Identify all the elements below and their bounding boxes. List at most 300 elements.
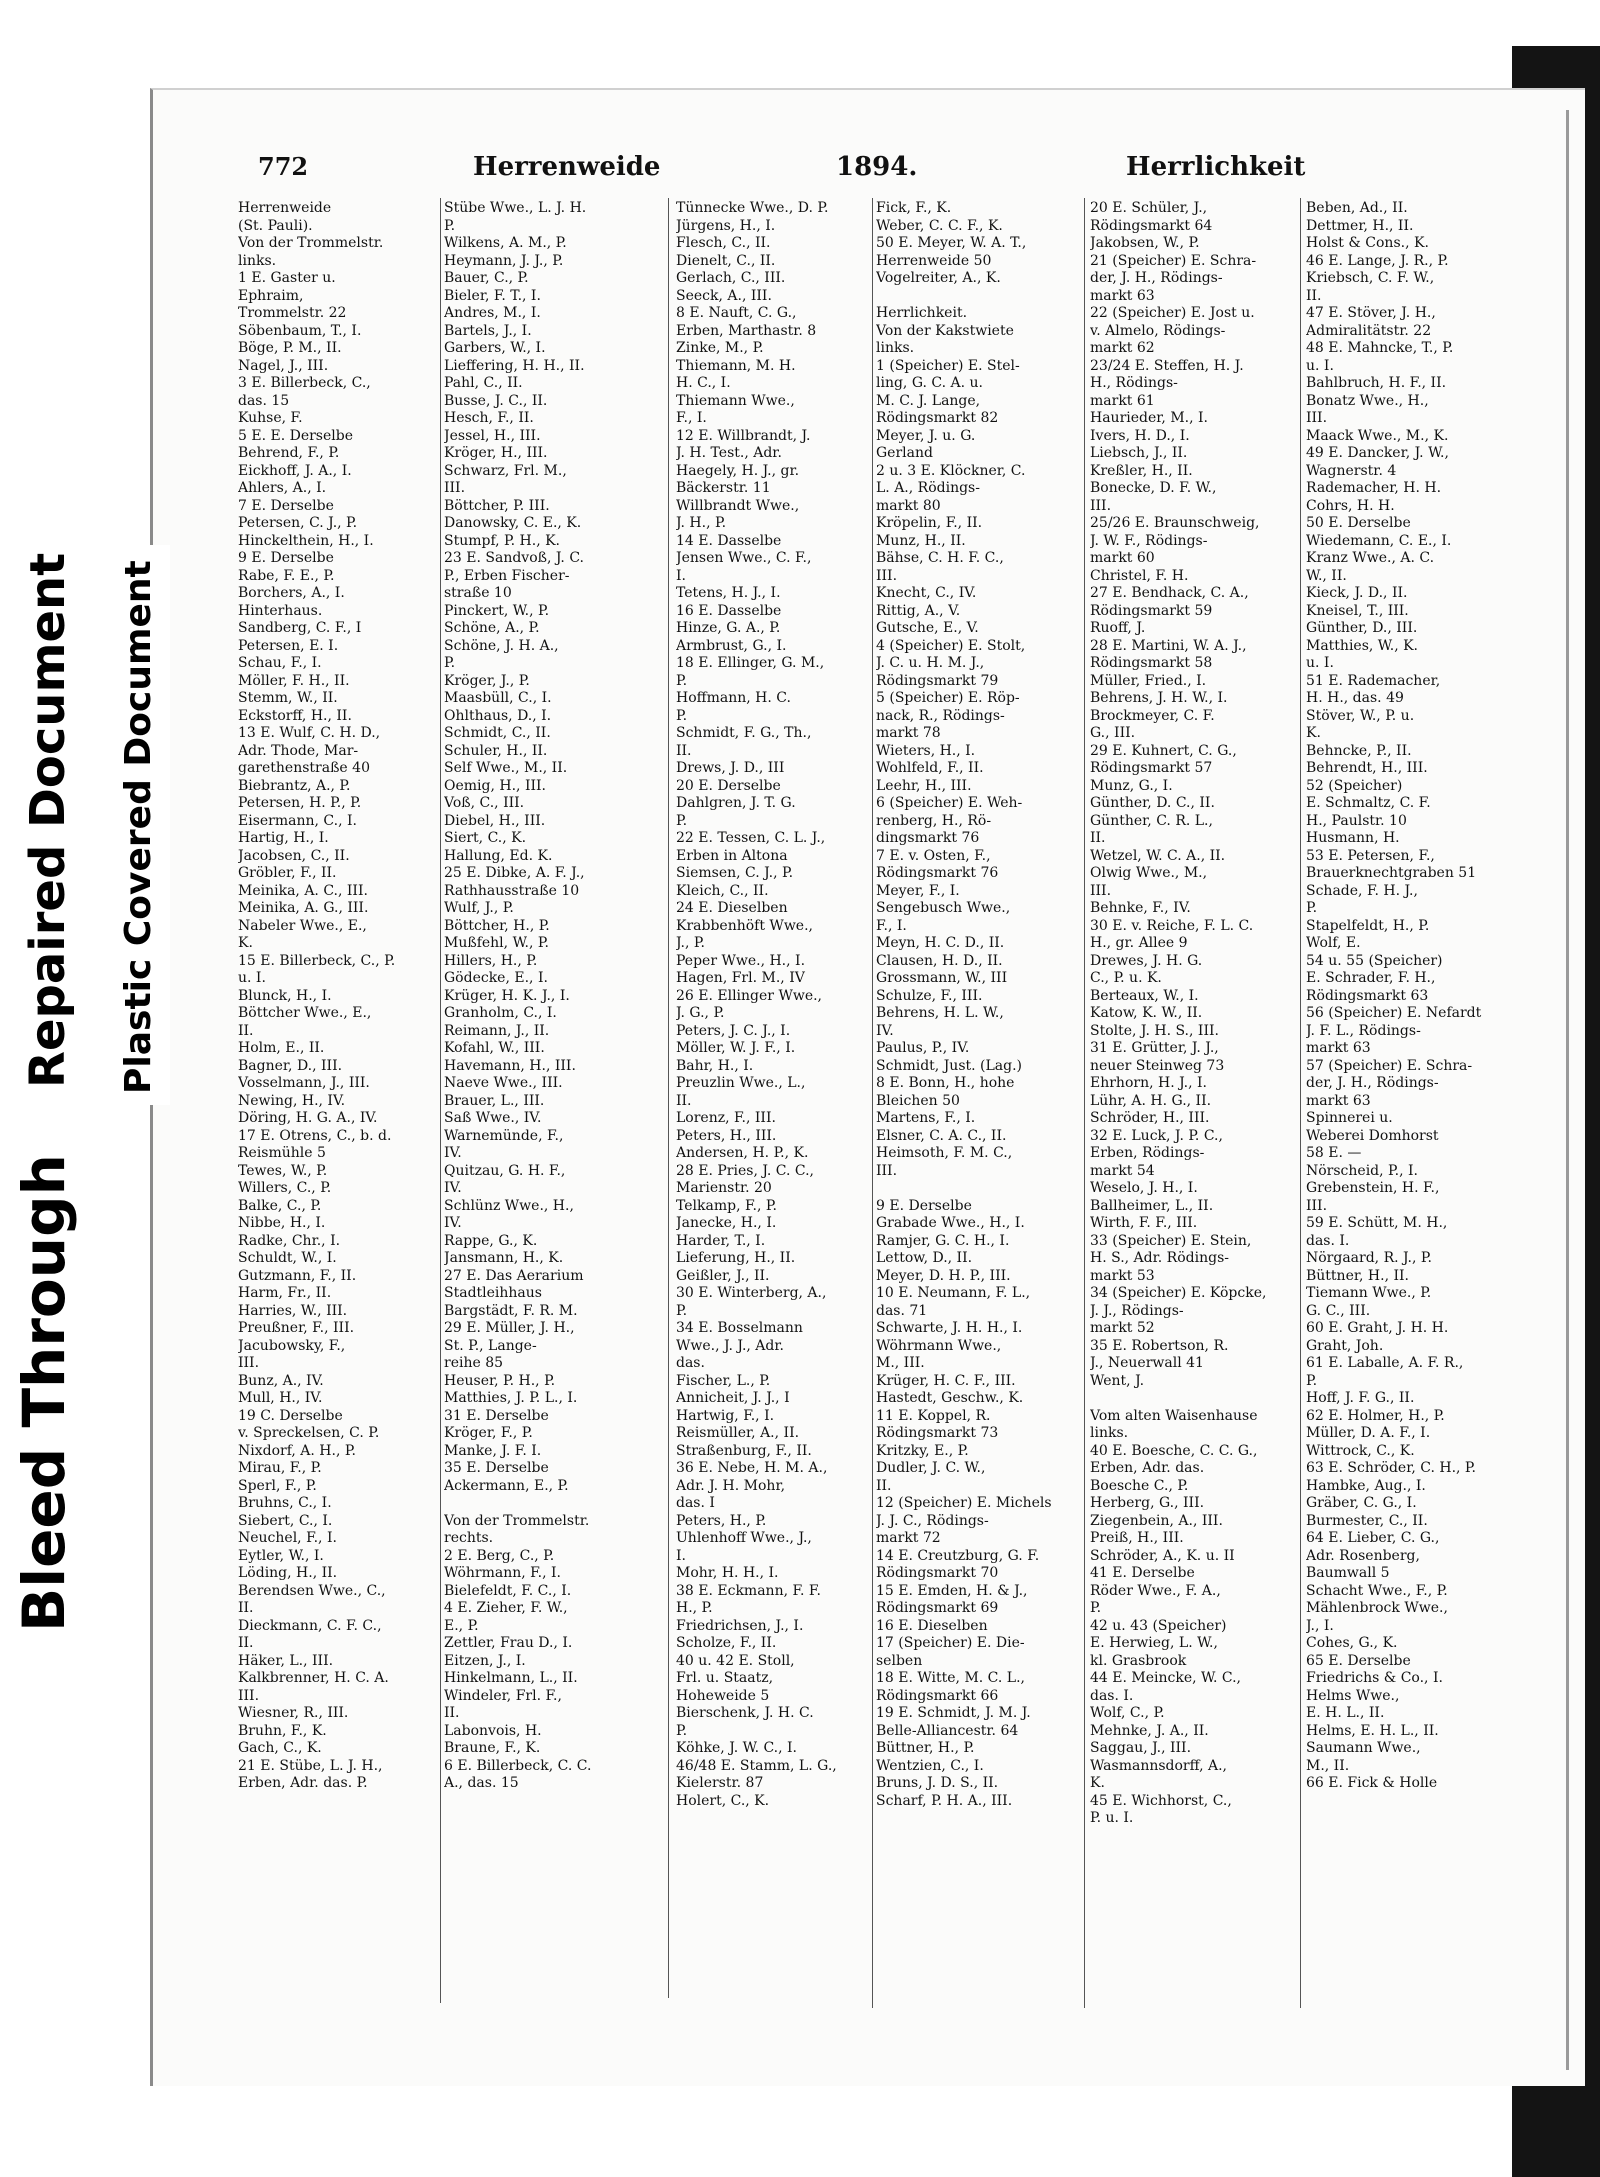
directory-entry-line: J. J. C., Rödings-	[876, 1512, 989, 1529]
directory-entry-line: Lieferung, H., II.	[676, 1250, 796, 1266]
directory-entry-line: Eisermann, C., I.	[238, 812, 357, 829]
directory-entry-line: Hoffmann, H. C.	[676, 690, 791, 706]
directory-entry-line: Knecht, C., IV.	[876, 585, 977, 601]
directory-entry-line: v. Almelo, Rödings-	[1090, 322, 1226, 339]
directory-entry-line: Rathhausstraße 10	[444, 882, 580, 899]
directory-entry-line: markt 80	[876, 497, 941, 514]
directory-entry-line: Wöhrmann Wwe.,	[876, 1337, 1002, 1354]
directory-entry-line: J. H., P.	[676, 515, 727, 531]
directory-entry-line: Kreßler, H., II.	[1090, 462, 1193, 479]
directory-entry-line: W., II.	[1306, 567, 1347, 584]
directory-entry-line: Stolte, J. H. S., III.	[1090, 1022, 1219, 1039]
year: 1894.	[836, 152, 918, 182]
directory-entry-line: Diebel, H., III.	[444, 812, 546, 829]
directory-entry-line: Cohes, G., K.	[1306, 1635, 1398, 1651]
directory-entry-line: Peters, H., P.	[676, 1512, 767, 1529]
directory-entry-line: M., II.	[1306, 1757, 1350, 1774]
directory-entry-line: Danowsky, C. E., K.	[444, 515, 582, 531]
directory-entry-line: Kuhse, F.	[238, 410, 303, 426]
directory-entry-line: Wiedemann, C. E., I.	[1306, 532, 1452, 549]
directory-entry-line: 7 E. v. Osten, F.,	[876, 847, 991, 864]
directory-entry-line: garethenstraße 40	[238, 760, 370, 776]
directory-entry-line: Krüger, H. K. J., I.	[444, 987, 570, 1004]
directory-entry-line: Kneisel, T., III.	[1306, 602, 1409, 619]
directory-entry-line: J. J., Rödings-	[1090, 1302, 1184, 1319]
directory-entry-line: 61 E. Laballe, A. F. R.,	[1306, 1355, 1464, 1371]
directory-entry-line: Scharf, P. H. A., III.	[876, 1792, 1013, 1809]
directory-entry-line: 47 E. Stöver, J. H.,	[1306, 305, 1436, 321]
directory-entry-line: Hartig, H., I.	[238, 830, 329, 846]
directory-entry-line: Bruhn, F., K.	[238, 1722, 327, 1739]
directory-entry-line: Drews, J. D., III	[676, 760, 785, 776]
directory-entry-line: Nagel, J., III.	[238, 357, 329, 374]
directory-entry-line: Jacobsen, C., II.	[238, 847, 350, 864]
directory-entry-line: H. H., das. 49	[1306, 690, 1404, 706]
directory-entry-line: St. P., Lange-	[444, 1337, 537, 1354]
directory-entry-line: Wiesner, R., III.	[238, 1705, 349, 1721]
directory-entry-line: Meyer, F., I.	[876, 882, 960, 899]
directory-entry-line: Matthies, W., K.	[1306, 637, 1418, 654]
directory-entry-line: 6 (Speicher) E. Weh-	[876, 795, 1023, 811]
directory-entry-line: Eckstorff, H., II.	[238, 707, 352, 724]
directory-entry-line: Dettmer, H., II.	[1306, 217, 1414, 234]
directory-entry-line: Bonatz Wwe., H.,	[1306, 392, 1429, 409]
directory-entry-line: Husmann, H.	[1306, 830, 1400, 846]
directory-entry-line: Erben, Adr. das. P.	[238, 1775, 368, 1791]
directory-entry-line: Schwarte, J. H. H., I.	[876, 1320, 1023, 1336]
directory-entry-line: Weselo, J. H., I.	[1090, 1180, 1198, 1196]
directory-entry-line: Marienstr. 20	[676, 1180, 772, 1196]
directory-entry-line: Bauer, C., P.	[444, 270, 529, 286]
directory-entry-line: Schade, F. H. J.,	[1306, 882, 1418, 899]
directory-entry-line: 11 E. Koppel, R.	[876, 1407, 991, 1424]
directory-entry-line: Tetens, H. J., I.	[676, 585, 781, 601]
directory-entry-line: Kröger, F., P.	[444, 1425, 533, 1441]
directory-entry-line: Garbers, W., I.	[444, 340, 546, 356]
directory-entry-line: Tewes, W., P.	[238, 1162, 328, 1179]
directory-entry-line: J., P.	[676, 935, 705, 951]
directory-entry-line: Schröder, H., III.	[1090, 1110, 1210, 1126]
directory-entry-line: 38 E. Eckmann, F. F.	[676, 1582, 821, 1599]
directory-entry-line: Bähse, C. H. F. C.,	[876, 550, 1004, 566]
directory-entry-line: 36 E. Nebe, H. M. A.,	[676, 1460, 828, 1476]
directory-entry-line: links.	[238, 252, 277, 269]
directory-entry-line: 27 E. Bendhack, C. A.,	[1090, 585, 1249, 601]
directory-entry-line: H. C., I.	[676, 375, 731, 391]
directory-entry-line: markt 63	[1306, 1092, 1371, 1109]
directory-entry-line: Herrenweide	[238, 200, 332, 216]
directory-entry-line: Wetzel, W. C. A., II.	[1090, 847, 1226, 864]
directory-entry-line: Munz, G., I.	[1090, 777, 1173, 794]
directory-entry-line: 17 E. Otrens, C., b. d.	[238, 1127, 392, 1144]
directory-entry-line: IV.	[444, 1180, 462, 1196]
directory-entry-line: Günther, D., III.	[1306, 620, 1418, 636]
directory-entry-line: P.	[1306, 1372, 1318, 1389]
directory-entry-line: dingsmarkt 76	[876, 830, 980, 846]
directory-entry-line: 13 E. Wulf, C. H. D.,	[238, 725, 381, 741]
directory-entry-line: Maack Wwe., M., K.	[1306, 427, 1449, 444]
directory-entry-line: Granholm, C., I.	[444, 1005, 557, 1021]
directory-entry-line: u. I.	[1306, 357, 1334, 374]
directory-entry-line: Herberg, G., III.	[1090, 1495, 1205, 1511]
directory-entry-line: Reismüller, A., II.	[676, 1425, 800, 1441]
directory-entry-line: Herrlichkeit.	[876, 305, 968, 321]
directory-entry-line: Manke, J. F. I.	[444, 1442, 542, 1459]
directory-entry-line: u. I.	[1306, 655, 1334, 671]
directory-entry-line: 23/24 E. Steffen, H. J.	[1090, 357, 1244, 374]
directory-entry-line: Mehnke, J. A., II.	[1090, 1722, 1209, 1739]
directory-entry-line: Wwe., J. J., Adr.	[676, 1337, 784, 1354]
directory-entry-line: 2 E. Berg, C., P.	[444, 1547, 555, 1564]
directory-entry-line: Petersen, H. P., P.	[238, 795, 362, 811]
directory-entry-line: Hambke, Aug., I.	[1306, 1477, 1426, 1494]
directory-entry-line: 15 E. Emden, H. & J.,	[876, 1582, 1028, 1599]
directory-entry-line: Olwig Wwe., M.,	[1090, 865, 1208, 881]
directory-entry-line	[876, 1180, 1072, 1198]
directory-entry-line: 1 (Speicher) E. Stel-	[876, 357, 1020, 374]
plastic-covered-label: Plastic Covered Document	[118, 560, 159, 1094]
directory-entry-line: markt 72	[876, 1530, 941, 1546]
column-rule	[872, 198, 873, 2008]
directory-entry-line: Petersen, E. I.	[238, 637, 339, 654]
directory-entry-line: 31 E. Derselbe	[444, 1407, 549, 1424]
directory-entry-line: Wolf, E.	[1306, 935, 1361, 951]
directory-entry-line: Behrens, H. L. W.,	[876, 1005, 1004, 1021]
directory-entry-line: Hartwig, F., I.	[676, 1407, 775, 1424]
directory-entry-line: II.	[1306, 287, 1322, 304]
directory-entry-line: Sengebusch Wwe.,	[876, 900, 1011, 916]
directory-entry-line: Wolf, C., P.	[1090, 1705, 1165, 1721]
directory-entry-line: Herrenweide 50	[876, 252, 992, 269]
directory-entry-line: Helms Wwe.,	[1306, 1687, 1400, 1704]
directory-entry-line: Adr. Thode, Mar-	[238, 742, 359, 759]
directory-entry-line: 14 E. Creutzburg, G. F.	[876, 1547, 1040, 1564]
directory-entry-line: 6 E. Billerbeck, C. C.	[444, 1757, 592, 1774]
directory-entry-line: Bargstädt, F. R. M.	[444, 1302, 578, 1319]
directory-entry-line: Nibbe, H., I.	[238, 1215, 326, 1231]
bleed-through-label: Bleed Through	[10, 1154, 78, 1632]
directory-entry-line: Helms, E. H. L., II.	[1306, 1722, 1439, 1739]
directory-entry-line: straße 10	[444, 585, 512, 601]
directory-entry-line: 57 (Speicher) E. Schra-	[1306, 1057, 1473, 1074]
directory-entry-line: Rödingsmarkt 57	[1090, 760, 1213, 776]
directory-entry-line: Matthies, J. P. L., I.	[444, 1390, 578, 1406]
directory-entry-line: Geißler, J., II.	[676, 1267, 770, 1284]
directory-entry-line: Schöne, A., P.	[444, 620, 540, 636]
directory-entry-line: III.	[1090, 882, 1112, 899]
directory-entry-line: Rödingsmarkt 64	[1090, 217, 1213, 234]
directory-entry-line: Harm, Fr., II.	[238, 1285, 332, 1301]
directory-entry-line: Bieler, F. T., I.	[444, 287, 541, 304]
directory-entry-line: Harries, W., III.	[238, 1302, 348, 1319]
directory-entry-line: Ahlers, A., I.	[238, 480, 327, 496]
directory-entry-line: 60 E. Graht, J. H. H.	[1306, 1320, 1449, 1336]
directory-entry-line: Jürgens, H., I.	[676, 217, 776, 234]
directory-entry-line: Krüger, H. C. F., III.	[876, 1372, 1016, 1389]
directory-entry-line: Schuler, H., II.	[444, 742, 548, 759]
directory-entry-line: Wieters, H., I.	[876, 742, 976, 759]
directory-entry-line: Armbrust, G., I.	[676, 637, 787, 654]
directory-entry-line: Kröger, J., P.	[444, 672, 530, 689]
directory-entry-line: Andres, M., I.	[444, 305, 541, 321]
directory-entry-line: P.	[1090, 1600, 1102, 1616]
directory-entry-line: 49 E. Dancker, J. W.,	[1306, 445, 1449, 461]
directory-entry-line: II.	[676, 1092, 692, 1109]
directory-entry-line: Kröpelin, F., II.	[876, 515, 983, 531]
directory-entry-line: Sandberg, C. F., I	[238, 620, 362, 636]
directory-entry-line: Wentzien, C., I.	[876, 1757, 984, 1774]
directory-entry-line: 16 E. Dieselben	[876, 1617, 988, 1634]
directory-entry-line: 3 E. Billerbeck, C.,	[238, 375, 371, 391]
directory-entry-line: Kröger, H., III.	[444, 445, 548, 461]
directory-entry-line: Flesch, C., II.	[676, 235, 771, 251]
directory-entry-line: Braune, F., K.	[444, 1740, 541, 1756]
directory-entry-line: A., das. 15	[444, 1775, 519, 1791]
directory-entry-line: K.	[1090, 1775, 1105, 1791]
directory-entry-line: Kielerstr. 87	[676, 1775, 764, 1791]
directory-entry-line: Friedrichs & Co., I.	[1306, 1670, 1443, 1686]
directory-entry-line: Dudler, J. C. W.,	[876, 1460, 986, 1476]
directory-entry-line: Krabbenhöft Wwe.,	[676, 917, 813, 934]
directory-entry-line: renberg, H., Rö-	[876, 812, 992, 829]
directory-entry-line: Preußner, F., III.	[238, 1320, 355, 1336]
directory-entry-line: Fischer, L., P.	[676, 1372, 771, 1389]
directory-entry-line: Schuldt, W., I.	[238, 1250, 337, 1266]
directory-entry-line: Haegely, H. J., gr.	[676, 462, 800, 479]
directory-entry-line: Kritzky, E., P.	[876, 1442, 969, 1459]
directory-entry-line: 4 (Speicher) E. Stolt,	[876, 637, 1026, 654]
directory-entry-line: Biebrantz, A., P.	[238, 777, 351, 794]
directory-entry-line: 20 E. Schüler, J.,	[1090, 200, 1208, 216]
directory-entry-line: Bartels, J., I.	[444, 322, 532, 339]
directory-entry-line: Adr. Rosenberg,	[1306, 1547, 1420, 1564]
directory-entry-line: Holert, C., K.	[676, 1792, 770, 1809]
directory-entry-line: Went, J.	[1090, 1372, 1145, 1389]
directory-entry-line: Böttcher Wwe., E.,	[238, 1005, 372, 1021]
directory-entry-line: Schwarz, Frl. M.,	[444, 462, 567, 479]
directory-entry-line: 19 C. Derselbe	[238, 1407, 343, 1424]
directory-entry-line: Kriebsch, C. F. W.,	[1306, 270, 1435, 286]
directory-entry-line: Stadtleihhaus	[444, 1285, 542, 1301]
directory-entry-line: I.	[676, 1547, 686, 1564]
directory-entry-line: II.	[876, 1477, 892, 1494]
directory-entry-line: markt 60	[1090, 550, 1155, 566]
directory-entry-line: Saß Wwe., IV.	[444, 1110, 542, 1126]
directory-entry-line: Stemm, W., II.	[238, 690, 338, 706]
directory-entry-line: H., P.	[676, 1600, 713, 1616]
directory-entry-line: neuer Steinweg 73	[1090, 1057, 1225, 1074]
directory-entry-line: Balke, C., P.	[238, 1197, 322, 1214]
directory-entry-line: 15 E. Billerbeck, C., P.	[238, 952, 396, 969]
directory-entry-line: IV.	[876, 1022, 894, 1039]
directory-entry-line: der, J. H., Rödings-	[1090, 270, 1223, 286]
directory-entry-line: Rödingsmarkt 69	[876, 1600, 999, 1616]
directory-entry-line: Heymann, J. J., P.	[444, 252, 564, 269]
directory-entry-line: Bäckerstr. 11	[676, 480, 771, 496]
directory-entry-line: Eytler, W., I.	[238, 1547, 324, 1564]
directory-entry-line: L. A., Rödings-	[876, 480, 980, 496]
directory-entry-line: Hallung, Ed. K.	[444, 847, 553, 864]
directory-entry-line: markt 78	[876, 725, 941, 741]
directory-entry-line: Berteaux, W., I.	[1090, 987, 1199, 1004]
directory-entry-line: Erben, Adr. das.	[1090, 1460, 1205, 1476]
directory-entry-line: Schacht Wwe., F., P.	[1306, 1582, 1448, 1599]
page-edge	[1566, 110, 1569, 2070]
directory-entry-line: Uhlenhoff Wwe., J.,	[676, 1530, 812, 1546]
directory-entry-line: 51 E. Rademacher,	[1306, 672, 1441, 689]
directory-entry-line: Gerland	[876, 445, 933, 461]
directory-entry-line: Brockmeyer, C. F.	[1090, 707, 1215, 724]
directory-entry-line: 25 E. Dibke, A. F. J.,	[444, 865, 585, 881]
directory-entry-line: Reismühle 5	[238, 1145, 326, 1161]
directory-entry-line: Rabe, F. E., P.	[238, 567, 335, 584]
directory-entry-line: 19 E. Schmidt, J. M. J.	[876, 1705, 1031, 1721]
directory-entry-line: u. I.	[238, 970, 266, 986]
directory-entry-line: P., Erben Fischer-	[444, 567, 570, 584]
directory-entry-line: 26 E. Ellinger Wwe.,	[676, 987, 823, 1004]
directory-entry-line: Wasmannsdorff, A.,	[1090, 1757, 1227, 1774]
column-rule	[1084, 198, 1085, 2008]
directory-entry-line: Bleichen 50	[876, 1092, 960, 1109]
directory-entry-line: Quitzau, G. H. F.,	[444, 1162, 566, 1179]
directory-entry-line: Stumpf, P. H., K.	[444, 532, 561, 549]
directory-entry-line: Fick, F., K.	[876, 200, 952, 216]
directory-entry-line: ling, G. C. A. u.	[876, 375, 984, 391]
directory-entry-line: 4 E. Zieher, F. W.,	[444, 1600, 568, 1616]
directory-entry-line: Rödingsmarkt 76	[876, 865, 999, 881]
directory-entry-line: Jakobsen, W., P.	[1090, 235, 1200, 251]
directory-entry-line: Burmester, C., II.	[1306, 1512, 1428, 1529]
directory-entry-line: Dahlgren, J. T. G.	[676, 795, 796, 811]
directory-entry-line: Behrendt, H., III.	[1306, 760, 1428, 776]
directory-entry-line: 30 E. Winterberg, A.,	[676, 1285, 827, 1301]
directory-entry-line: Graht, Joh.	[1306, 1337, 1384, 1354]
directory-entry-line: das. I.	[1306, 1232, 1350, 1249]
directory-entry-line: 2 u. 3 E. Klöckner, C.	[876, 462, 1026, 479]
directory-entry-line: rechts.	[444, 1530, 494, 1546]
directory-entry-line: III.	[876, 567, 898, 584]
directory-entry-line: 42 u. 43 (Speicher)	[1090, 1617, 1227, 1634]
directory-entry-line: 59 E. Schütt, M. H.,	[1306, 1215, 1448, 1231]
directory-entry-line: 50 E. Derselbe	[1306, 515, 1411, 531]
directory-entry-line: III.	[876, 1162, 898, 1179]
directory-entry-line: Böge, P. M., II.	[238, 340, 342, 356]
directory-entry-line: Heimsoth, F. M. C.,	[876, 1145, 1013, 1161]
directory-entry-line: Frl. u. Staatz,	[676, 1670, 774, 1686]
directory-entry-line: Self Wwe., M., II.	[444, 760, 568, 776]
directory-entry-line: Clausen, H. D., II.	[876, 952, 1003, 969]
directory-entry-line: Köhke, J. W. C., I.	[676, 1740, 798, 1756]
directory-entry-line: 64 E. Lieber, C. G.,	[1306, 1530, 1440, 1546]
directory-entry-line: markt 62	[1090, 340, 1155, 356]
directory-entry-line: 22 (Speicher) E. Jost u.	[1090, 305, 1255, 321]
directory-entry-line: das. 71	[876, 1302, 928, 1319]
directory-entry-line: Siemsen, C. J., P.	[676, 865, 794, 881]
directory-entry-line: Gach, C., K.	[238, 1740, 322, 1756]
directory-entry-line: P. u. I.	[1090, 1810, 1134, 1826]
directory-entry-line: 16 E. Dasselbe	[676, 602, 782, 619]
directory-entry-line: F., I.	[676, 410, 707, 426]
directory-entry-line: 5 (Speicher) E. Röp-	[876, 690, 1020, 706]
directory-entry-line: 28 E. Pries, J. C. C.,	[676, 1162, 814, 1179]
directory-entry-line: 18 E. Witte, M. C. L.,	[876, 1670, 1025, 1686]
directory-entry-line: 22 E. Tessen, C. L. J.,	[676, 830, 826, 846]
directory-entry-line: E. Schmaltz, C. F.	[1306, 795, 1431, 811]
directory-entry-line: Gutsche, E., V.	[876, 620, 979, 636]
directory-entry-line: 56 (Speicher) E. Nefardt	[1306, 1005, 1482, 1021]
directory-entry-line: Grabade Wwe., H., I.	[876, 1215, 1025, 1231]
directory-entry-line: Söbenbaum, T., I.	[238, 322, 362, 339]
directory-entry-line: 54 u. 55 (Speicher)	[1306, 952, 1443, 969]
directory-entry-line: Ramjer, G. C. H., I.	[876, 1232, 1010, 1249]
directory-entry-line: II.	[676, 742, 692, 759]
directory-entry-line: Bunz, A., IV.	[238, 1372, 324, 1389]
directory-entry-line: J. H. Test., Adr.	[676, 445, 782, 461]
directory-entry-line: Ehrhorn, H. J., I.	[1090, 1075, 1207, 1091]
directory-entry-line: 34 E. Bosselmann	[676, 1320, 803, 1336]
directory-entry-line: 41 E. Derselbe	[1090, 1565, 1195, 1581]
directory-entry-line: Möller, W. J. F., I.	[676, 1040, 796, 1056]
directory-entry-line: Preuzlin Wwe., L.,	[676, 1075, 806, 1091]
directory-entry-line: Bahlbruch, H. F., II.	[1306, 375, 1447, 391]
directory-entry-line: Mußfehl, W., P.	[444, 935, 549, 951]
directory-entry-line: Neuchel, F., I.	[238, 1530, 337, 1546]
directory-entry-line: P.	[676, 812, 688, 829]
directory-entry-line: 17 (Speicher) E. Die-	[876, 1635, 1025, 1651]
directory-entry-line: Weberei Domhorst	[1306, 1127, 1439, 1144]
directory-entry-line: Willbrandt Wwe.,	[676, 497, 800, 514]
directory-entry-line: 27 E. Das Aerarium	[444, 1267, 584, 1284]
directory-entry-line: 40 E. Boesche, C. C. G.,	[1090, 1442, 1258, 1459]
directory-entry-line: III.	[1306, 410, 1328, 426]
directory-entry-line: selben	[876, 1652, 923, 1669]
page-number: 772	[258, 152, 309, 181]
directory-entry-line: II.	[1090, 830, 1106, 846]
directory-entry-line: Ballheimer, L., II.	[1090, 1197, 1214, 1214]
directory-entry-line: Rödingsmarkt 58	[1090, 655, 1213, 671]
directory-entry-line: Nörscheid, P., I.	[1306, 1162, 1418, 1179]
directory-entry-line: 35 E. Robertson, R.	[1090, 1337, 1229, 1354]
directory-entry-line: Blunck, H., I.	[238, 987, 332, 1004]
directory-entry-line: Rödingsmarkt 66	[876, 1687, 999, 1704]
directory-entry-line: 48 E. Mahncke, T., P.	[1306, 340, 1454, 356]
directory-entry-line: Hastedt, Geschw., K.	[876, 1390, 1024, 1406]
directory-entry-line: H., Paulstr. 10	[1306, 812, 1407, 829]
directory-entry-line: Stöver, W., P. u.	[1306, 707, 1415, 724]
directory-entry-line: J. G., P.	[676, 1005, 725, 1021]
directory-entry-line: Cohrs, H. H.	[1306, 497, 1395, 514]
directory-entry-line: Hillers, H., P.	[444, 952, 538, 969]
directory-entry-line: Meinika, A. G., III.	[238, 900, 369, 916]
directory-entry-line: P.	[676, 672, 688, 689]
directory-entry-line: Rödingsmarkt 73	[876, 1425, 999, 1441]
directory-entry-line: 7 E. Derselbe	[238, 497, 334, 514]
directory-entry-line: J. C. u. H. M. J.,	[876, 655, 985, 671]
directory-entry-line: Ziegenbein, A., III.	[1090, 1512, 1223, 1529]
directory-entry-line: Gräber, C. G., I.	[1306, 1495, 1417, 1511]
directory-entry-line: Günther, C. R. L.,	[1090, 812, 1213, 829]
directory-entry-line: 33 (Speicher) E. Stein,	[1090, 1232, 1252, 1249]
directory-entry-line: markt 52	[1090, 1320, 1155, 1336]
directory-entry-line: Belle-Alliancestr. 64	[876, 1722, 1019, 1739]
directory-entry-line: Behnke, F., IV.	[1090, 900, 1191, 916]
directory-entry-line: E. H. L., II.	[1306, 1705, 1385, 1721]
directory-entry-line: das. 15	[238, 392, 290, 409]
directory-entry-line: Kieck, J. D., II.	[1306, 585, 1408, 601]
directory-entry-line: Bagner, D., III.	[238, 1057, 343, 1074]
directory-entry-line: Wohlfeld, F., II.	[876, 760, 984, 776]
directory-entry-line: Oemig, H., III.	[444, 777, 546, 794]
